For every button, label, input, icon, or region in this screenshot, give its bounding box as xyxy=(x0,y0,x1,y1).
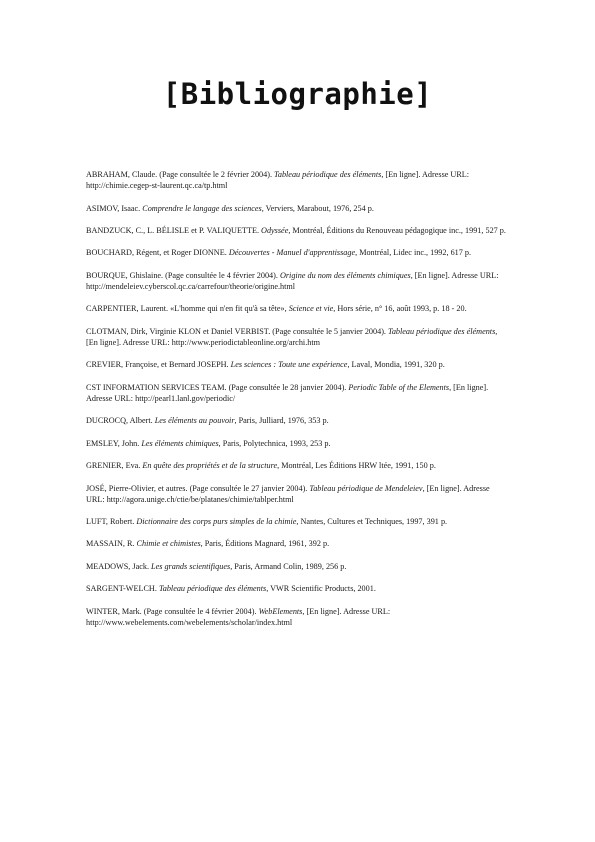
entry-text: , [En ligne]. Adresse URL: http://www.webelements.com/webelements/scholar/index.html xyxy=(86,606,391,627)
entry-text: EMSLEY, John. xyxy=(86,438,142,448)
entry-text: , Paris, Julliard, 1976, 353 p. xyxy=(234,416,329,426)
entry-text: , Montréal, Lidec inc., 1992, 617 p. xyxy=(355,248,472,258)
entry-text: CLOTMAN, Dirk, Virginie KLON et Daniel VERBIST. (Page consultée le 5 janvier 2004). xyxy=(86,326,389,336)
entry-title: Science et vie xyxy=(288,304,334,314)
entry-title: Tableau périodique des éléments xyxy=(274,170,382,179)
entry-title: WebElements xyxy=(258,606,303,616)
entry-title: Periodic Table of the Elements xyxy=(348,382,450,392)
entry-title: Les éléments au pouvoir xyxy=(154,416,235,426)
bibliography-entry xyxy=(86,270,506,292)
entry-text: JOSÉ, Pierre-Olivier, et autres. (Page consultée le 27 janvier 2004). xyxy=(86,483,310,493)
entry-text: , [En ligne]. Adresse URL: http://pearl1.lanl.gov/periodic/ xyxy=(86,382,489,403)
bibliography-entry xyxy=(86,516,506,527)
entry-text: LUFT, Robert. xyxy=(86,517,137,527)
bibliography-entry xyxy=(86,303,506,314)
entry-text: , [En ligne]. Adresse URL: http://chimie.cegep-st-laurent.qc.ca/tp.html xyxy=(86,170,470,191)
entry-text: , Paris, Éditions Magnard, 1961, 392 p. xyxy=(200,539,330,549)
bibliography-entry xyxy=(86,225,506,236)
bibliography-entry xyxy=(86,483,506,505)
entry-text: , Nantes, Cultures et Techniques, 1997, 391 p. xyxy=(296,517,448,527)
entry-text: , [En ligne]. Adresse URL: http://www.periodictableonline.org/archi.htm xyxy=(86,326,498,347)
entry-text: , [En ligne]. Adresse URL: http://agora.unige.ch/ctie/be/platanes/chimie/tablper.html xyxy=(86,483,490,504)
bibliography-entry xyxy=(86,583,506,594)
entry-text: , [En ligne]. Adresse URL: http://mendeleiev.cyberscol.qc.ca/carrefour/theorie/origine.html xyxy=(86,270,499,291)
bibliography-entry xyxy=(86,247,506,258)
entry-text: GRENIER, Eva. xyxy=(86,461,143,471)
entry-text: CST INFORMATION SERVICES TEAM. (Page consultée le 28 janvier 2004). xyxy=(86,382,349,392)
entry-title: Comprendre le langage des sciences xyxy=(142,203,262,213)
entry-title: Tableau périodique des éléments xyxy=(158,584,267,594)
entry-title: En quête des propriétés et de la structure xyxy=(142,461,278,471)
bibliography-entry xyxy=(86,169,506,191)
entry-text: , VWR Scientific Products, 2001. xyxy=(266,584,376,594)
entry-title: Les éléments chimiques xyxy=(141,438,219,448)
bibliography-entry xyxy=(86,460,506,471)
bibliography-entry xyxy=(86,359,506,370)
entry-text: , Verviers, Marabout, 1976, 254 p. xyxy=(261,203,374,213)
bibliography-entry xyxy=(86,606,506,628)
entry-text: CREVIER, Françoise, et Bernard JOSEPH. xyxy=(86,360,231,370)
entry-title: Tableau périodique des éléments xyxy=(388,326,496,336)
entry-title: Tableau périodique de Mendeleiev xyxy=(309,483,423,493)
entry-text: MEADOWS, Jack. xyxy=(86,561,152,571)
bibliography-entry xyxy=(86,415,506,426)
entry-text: WINTER, Mark. (Page consultée le 4 février 2004). xyxy=(86,606,259,616)
entry-title: Chimie et chimistes xyxy=(136,539,201,549)
entry-text: MASSAIN, R. xyxy=(86,539,137,549)
page-title: [Bibliographie] xyxy=(162,77,433,112)
entry-text: , Paris, Polytechnica, 1993, 253 p. xyxy=(218,438,331,448)
entry-text: SARGENT-WELCH. xyxy=(86,584,159,594)
entry-text: BOURQUE, Ghislaine. (Page consultée le 4 février 2004). xyxy=(86,270,280,280)
bibliography-entry xyxy=(86,538,506,549)
entry-text: ABRAHAM, Claude. (Page consultée le 2 février 2004). xyxy=(86,170,275,179)
entry-text: , Laval, Mondia, 1991, 320 p. xyxy=(347,360,445,370)
entry-title: Origine du nom des éléments chimiques xyxy=(279,270,411,280)
bibliography-entry xyxy=(86,326,506,348)
entry-text: DUCROCQ, Albert. xyxy=(86,416,155,426)
bibliography-entry xyxy=(86,203,506,214)
entry-text: , Montréal, Les Éditions HRW ltée, 1991, 150 p. xyxy=(277,461,436,471)
entry-text: , Hors série, n° 16, août 1993, p. 18 - 20. xyxy=(333,304,467,314)
entry-text: , Montréal, Éditions du Renouveau pédagogique inc., 1991, 527 p. xyxy=(288,225,506,235)
entry-title: Les sciences : Toute une expérience xyxy=(230,360,348,370)
entry-title: Les grands scientifiques xyxy=(151,561,231,571)
bibliography-entry xyxy=(86,438,506,449)
entry-title: Découvertes - Manuel d'apprentissage xyxy=(228,248,356,258)
bibliography-list xyxy=(86,169,506,639)
bibliography-entry xyxy=(86,561,506,572)
entry-text: , Paris, Armand Colin, 1989, 256 p. xyxy=(230,561,347,571)
entry-text: BOUCHARD, Régent, et Roger DIONNE. xyxy=(86,248,229,258)
entry-title: Dictionnaire des corps purs simples de la chimie xyxy=(136,517,297,527)
entry-title: Odyssée xyxy=(261,225,289,235)
entry-text: BANDZUCK, C., L. BÉLISLE et P. VALIQUETTE. xyxy=(86,225,262,235)
entry-text: CARPENTIER, Laurent. «L'homme qui n'en fit qu'à sa tête», xyxy=(86,304,289,314)
entry-text: ASIMOV, Isaac. xyxy=(86,203,143,213)
bibliography-entry xyxy=(86,382,506,404)
